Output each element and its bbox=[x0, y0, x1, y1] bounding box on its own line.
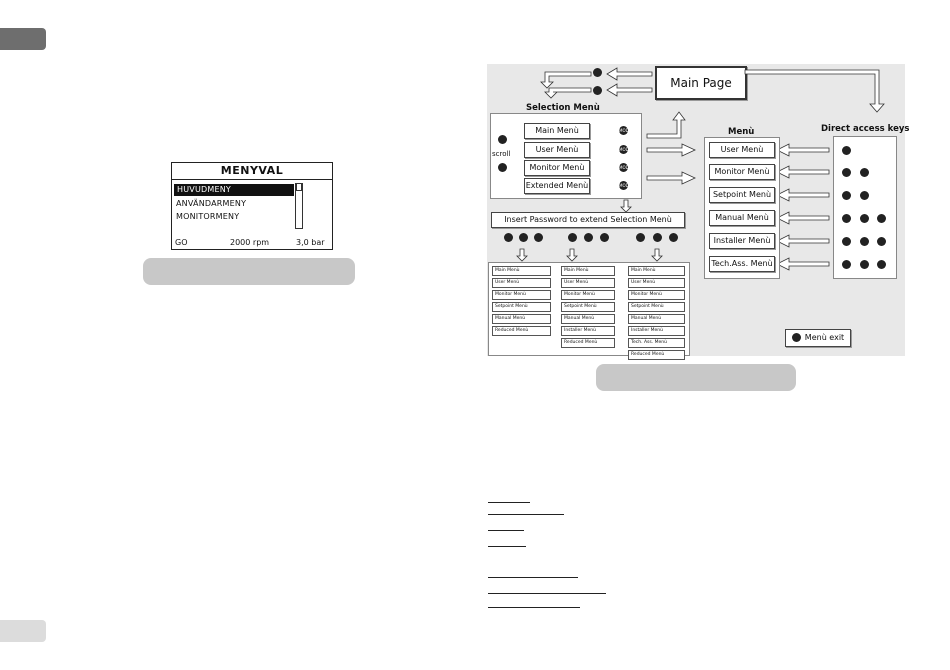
mode-key-icon: MODE bbox=[619, 183, 632, 188]
level-3-item: Setpoint Menù bbox=[628, 302, 685, 312]
scroll-label: scroll bbox=[492, 150, 511, 158]
plus-key-icon bbox=[877, 214, 886, 223]
menu-exit-label: Menù exit bbox=[804, 333, 845, 342]
lcd-item-selected: HUVUDMENY bbox=[174, 184, 294, 196]
level-1-item: User Menù bbox=[492, 278, 551, 288]
level-3-item: Manual Menù bbox=[628, 314, 685, 324]
level-3-item: Tech. Ass. Menù bbox=[628, 338, 685, 348]
blank-line bbox=[488, 530, 524, 531]
key-icon bbox=[568, 233, 577, 242]
level-1-item: Main Menù bbox=[492, 266, 551, 276]
level-1-item: Setpoint Menù bbox=[492, 302, 551, 312]
menu-item: Tech.Ass. Menù bbox=[709, 256, 775, 272]
set-key-icon bbox=[842, 214, 851, 223]
key-icon bbox=[584, 233, 593, 242]
minus-key-icon bbox=[877, 237, 886, 246]
key-icon bbox=[636, 233, 645, 242]
menu-item: User Menù bbox=[709, 142, 775, 158]
key-icon bbox=[669, 233, 678, 242]
password-bar: Insert Password to extend Selection Menù bbox=[491, 212, 685, 228]
mode-key-icon: MODE bbox=[619, 165, 632, 170]
key-icon bbox=[519, 233, 528, 242]
lcd-title: MENYVAL bbox=[220, 164, 284, 177]
lcd-status-go: GO bbox=[175, 238, 188, 247]
scroll-up-key-icon bbox=[498, 135, 507, 144]
selection-item: User Menù bbox=[524, 142, 590, 158]
mode-key-icon: MODE bbox=[619, 128, 632, 133]
blank-line bbox=[488, 514, 564, 515]
level-2-item: Reduced Menù bbox=[561, 338, 615, 348]
level-3-column bbox=[628, 266, 685, 362]
blank-line bbox=[488, 546, 526, 547]
level-2-column bbox=[561, 266, 615, 350]
key-icon bbox=[600, 233, 609, 242]
mode-key-icon bbox=[842, 260, 851, 269]
lcd-status-rpm: 2000 rpm bbox=[230, 238, 270, 247]
level-1-item: Reduced Menù bbox=[492, 326, 551, 336]
mode-key-icon bbox=[842, 237, 851, 246]
mode-key-icon bbox=[842, 146, 851, 155]
menu-exit-box bbox=[785, 329, 851, 347]
selection-item: Monitor Menù bbox=[524, 160, 590, 176]
page-tab-top bbox=[0, 28, 46, 50]
menu-item: Setpoint Menù bbox=[709, 187, 775, 203]
lcd-item: MONITORMENY bbox=[176, 212, 240, 221]
key-icon bbox=[534, 233, 543, 242]
set-key-icon bbox=[842, 168, 851, 177]
level-2-item: Manual Menù bbox=[561, 314, 615, 324]
blank-line bbox=[488, 593, 606, 594]
page-tab-bottom bbox=[0, 620, 46, 642]
selection-item: Extended Menù bbox=[524, 178, 590, 194]
lcd-item: ANVÄNDARMENY bbox=[176, 199, 247, 208]
set-key-icon bbox=[860, 237, 869, 246]
level-2-item: Main Menù bbox=[561, 266, 615, 276]
blank-line bbox=[488, 502, 530, 503]
level-2-item: User Menù bbox=[561, 278, 615, 288]
level-2-item: Setpoint Menù bbox=[561, 302, 615, 312]
level-1-column bbox=[492, 266, 551, 338]
set-key-icon bbox=[792, 333, 801, 342]
minus-key-icon bbox=[860, 168, 869, 177]
lcd-status-pressure: 3,0 bar bbox=[296, 238, 325, 247]
level-1-item: Manual Menù bbox=[492, 314, 551, 324]
blank-line bbox=[488, 577, 578, 578]
selection-item: Main Menù bbox=[524, 123, 590, 139]
set-key-icon bbox=[860, 191, 869, 200]
lcd-divider bbox=[172, 179, 332, 180]
mode-key-icon bbox=[842, 191, 851, 200]
key-icon bbox=[653, 233, 662, 242]
plus-key-icon bbox=[877, 260, 886, 269]
blank-line bbox=[488, 607, 580, 608]
menu-title: Menù bbox=[728, 127, 755, 137]
menu-item: Manual Menù bbox=[709, 210, 775, 226]
menu-item: Monitor Menù bbox=[709, 164, 775, 180]
mode-key-icon: MODE bbox=[619, 147, 632, 152]
menu-item: Installer Menù bbox=[709, 233, 775, 249]
main-page-box: Main Page bbox=[655, 66, 747, 100]
level-2-item: Monitor Menù bbox=[561, 290, 615, 300]
direct-keys-title: Direct access keys bbox=[821, 124, 910, 134]
direct-keys-panel bbox=[833, 136, 897, 279]
level-3-item: User Menù bbox=[628, 278, 685, 288]
selection-menu-title: Selection Menù bbox=[526, 103, 600, 113]
minus-key-icon bbox=[860, 214, 869, 223]
level-3-item: Reduced Menù bbox=[628, 350, 685, 360]
level-2-item: Installer Menù bbox=[561, 326, 615, 336]
lcd-scrollbar-thumb bbox=[296, 183, 302, 191]
set-key-icon bbox=[860, 260, 869, 269]
level-3-item: Installer Menù bbox=[628, 326, 685, 336]
lcd-display bbox=[171, 162, 333, 250]
figure-caption-left bbox=[143, 258, 355, 285]
figure-caption-right bbox=[596, 364, 796, 391]
level-3-item: Monitor Menù bbox=[628, 290, 685, 300]
scroll-down-key-icon bbox=[498, 163, 507, 172]
level-1-item: Monitor Menù bbox=[492, 290, 551, 300]
level-3-item: Main Menù bbox=[628, 266, 685, 276]
key-icon bbox=[504, 233, 513, 242]
